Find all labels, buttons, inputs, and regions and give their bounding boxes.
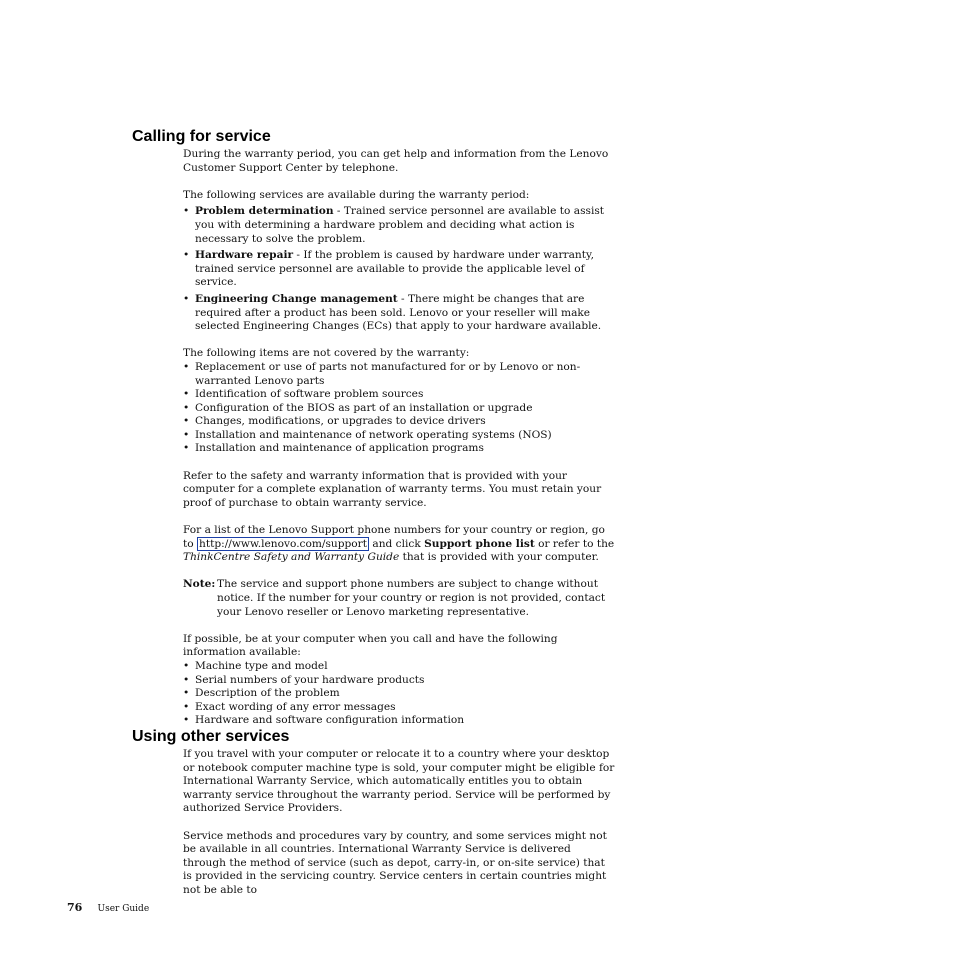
travel-paragraph: If you travel with your computer or relocate it to a country where your desktop or notebook computer machine type is sold, your computer might be eligible for International Warranty Service, which automatically entitles you to obtain warranty service throughout the warranty period. Service will be performed by authorized Service Providers. xyxy=(183,748,615,815)
support-phone-list-label: Support phone list xyxy=(424,537,535,550)
page-number: 76 xyxy=(67,901,83,914)
section-body-calling-for-service xyxy=(183,148,615,728)
not-covered-list xyxy=(183,361,615,456)
note-block xyxy=(183,578,615,619)
list-item: • Changes, modifications, or upgrades to device drivers xyxy=(183,415,615,429)
service-term: Problem determination xyxy=(195,205,334,218)
intro-paragraph: During the warranty period, you can get help and information from the Lenovo Customer Support Center by telephone. xyxy=(183,148,609,174)
service-methods-paragraph: Service methods and procedures vary by country, and some services might not be available in all countries. International Warranty Service is delivered through the method of service (such as depot, carry-in, or on-site service) that is provided in the servicing country. Service centers in certain countries might not be able to xyxy=(183,829,607,896)
list-item: • Installation and maintenance of application programs xyxy=(183,442,615,456)
support-text-mid: and click xyxy=(369,537,425,550)
section-heading-calling-for-service: Calling for service xyxy=(132,128,271,145)
list-item: • Description of the problem xyxy=(183,687,615,701)
note-text: The service and support phone numbers are subject to change without notice. If the number for your country or region is not provided, contact your Lenovo reseller or Lenovo marketing representative. xyxy=(217,578,606,618)
section-body-using-other-services xyxy=(183,748,615,898)
safety-guide-title: ThinkCentre Safety and Warranty Guide xyxy=(183,551,400,564)
list-item: • Machine type and model xyxy=(183,660,615,674)
support-link[interactable]: http://www.lenovo.com/support xyxy=(199,537,368,550)
note-label: Note: xyxy=(183,578,216,591)
list-item xyxy=(183,205,615,246)
list-item: • Serial numbers of your hardware products xyxy=(183,674,615,688)
refer-paragraph: Refer to the safety and warranty information that is provided with your computer for a complete explanation of warranty terms. You must retain your proof of purchase to obtain warranty service. xyxy=(183,469,602,509)
not-covered-intro: The following items are not covered by the warranty: xyxy=(183,347,470,360)
list-item xyxy=(183,249,615,290)
section-heading-using-other-services: Using other services xyxy=(132,728,290,745)
page-footer xyxy=(67,901,149,914)
list-item: • Configuration of the BIOS as part of an installation or upgrade xyxy=(183,402,615,416)
document-title: User Guide xyxy=(97,904,150,914)
service-term: Engineering Change management xyxy=(195,292,398,305)
list-item: • Installation and maintenance of network operating systems (NOS) xyxy=(183,429,615,443)
support-text-post: that is provided with your computer. xyxy=(399,551,599,564)
list-item xyxy=(183,293,615,334)
support-text-pre: For a list of the Lenovo Support phone numbers for your country or region, go to xyxy=(183,524,605,550)
list-item: • Exact wording of any error messages xyxy=(183,701,615,715)
call-intro: If possible, be at your computer when you call and have the following information available: xyxy=(183,632,558,659)
list-item: • Hardware and software configuration information xyxy=(183,714,615,728)
service-term: Hardware repair xyxy=(195,249,294,262)
call-items-list xyxy=(183,660,615,728)
services-list xyxy=(183,205,615,333)
list-item: • Replacement or use of parts not manufactured for or by Lenovo or non-warranted Lenovo parts xyxy=(183,361,615,388)
service-text: - Trained service personnel are available to assist you with determining a hardware problem and deciding what action is necessary to solve the problem. xyxy=(195,205,605,245)
support-numbers-paragraph xyxy=(183,524,615,565)
service-text: - There might be changes that are required after a product has been sold. Lenovo or your reseller will make selected Engineering Changes (ECs) that apply to your hardware available. xyxy=(195,292,602,333)
support-text-mid2: or refer to the xyxy=(534,537,615,550)
list-item: • Identification of software problem sources xyxy=(183,388,615,402)
services-intro: The following services are available during the warranty period: xyxy=(183,188,530,201)
service-text: - If the problem is caused by hardware under warranty, trained service personnel are available to provide the applicable level of service. xyxy=(195,249,594,289)
